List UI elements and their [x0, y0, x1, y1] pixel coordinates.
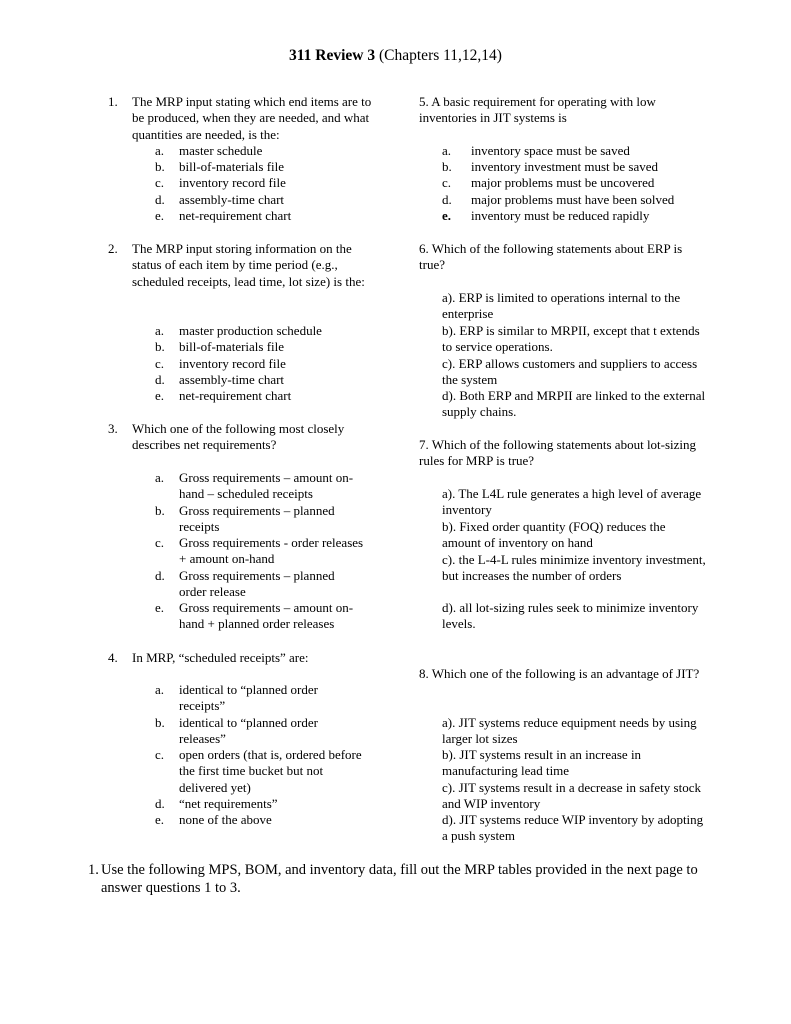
option-letter: e.: [442, 208, 452, 223]
option-letter: e.: [155, 812, 165, 827]
option-letter: a.: [155, 143, 165, 158]
option-text: c). ERP allows customers and suppliers to access the system: [442, 356, 698, 388]
option-letter: b.: [442, 159, 452, 174]
option-letter: b.: [155, 159, 165, 174]
option-text: identical to “planned order receipts”: [179, 682, 318, 714]
instruction-text-body: Use the following MPS, BOM, and inventory data, fill out the MRP tables provided in the next page to answer questions 1 to 3.: [101, 862, 698, 896]
option-text: none of the above: [179, 812, 272, 827]
option-letter: c.: [155, 175, 165, 190]
option-text: Gross requirements – amount on-hand – scheduled receipts: [179, 470, 354, 502]
option-text: d). Both ERP and MRPII are linked to the external supply chains.: [442, 388, 706, 420]
question-number: 3.: [108, 421, 118, 436]
question-text: The MRP input storing information on the status of each item by time period (e.g., scheduled receipts, lead time, lot size) is the:: [132, 241, 365, 289]
option-letter: d.: [442, 192, 452, 207]
option-text: “net requirements”: [179, 796, 278, 811]
option-letter: c.: [155, 356, 165, 371]
option-letter: c.: [155, 747, 165, 762]
option-letter: e.: [155, 208, 165, 223]
option-text: major problems must be uncovered: [471, 175, 655, 190]
option-letter: c.: [442, 175, 452, 190]
question-text-rest: . Which of the following statements about ERP is true?: [419, 241, 683, 273]
option-text: inventory must be reduced rapidly: [471, 208, 650, 223]
instruction-text: [101, 862, 711, 897]
question-number: 2.: [108, 241, 118, 256]
question-text: 7. Which of the following statements about lot-sizing rules for MRP is true?: [419, 437, 697, 469]
option-text: major problems must have been solved: [471, 192, 675, 207]
option-text: Gross requirements - order releases + amount on-hand: [179, 535, 364, 567]
option-letter: d.: [155, 372, 165, 387]
option-letter: a.: [155, 470, 165, 485]
option-letter: e.: [155, 600, 165, 615]
question-text: [419, 241, 709, 274]
option-text: b). JIT systems result in an increase in manufacturing lead time: [442, 747, 642, 779]
option-letter: a.: [155, 323, 165, 338]
question-text: The MRP input stating which end items are to be produced, when they are needed, and what quantities are needed, is the:: [132, 94, 372, 142]
option-letter: d.: [155, 192, 165, 207]
question-text: 8. Which one of the following is an advantage of JIT?: [419, 666, 700, 681]
option-letter: e.: [155, 388, 165, 403]
option-text: assembly-time chart: [179, 192, 285, 207]
question-number: 1.: [108, 94, 118, 109]
option-text: net-requirement chart: [179, 208, 292, 223]
instruction-number: 1.: [88, 862, 99, 878]
option-text: bill-of-materials file: [179, 339, 285, 354]
option-text: inventory investment must be saved: [471, 159, 659, 174]
option-letter: b.: [155, 503, 165, 518]
option-text: d). all lot-sizing rules seek to minimize inventory levels.: [442, 600, 699, 632]
page-title: [0, 47, 791, 65]
option-letter: a.: [155, 682, 165, 697]
option-text: inventory record file: [179, 356, 286, 371]
option-letter: a.: [442, 143, 452, 158]
option-text: assembly-time chart: [179, 372, 285, 387]
option-letter: b.: [155, 339, 165, 354]
option-text: a). JIT systems reduce equipment needs by using larger lot sizes: [442, 715, 697, 747]
option-text: Gross requirements – planned order release: [179, 568, 335, 600]
option-text: b). Fixed order quantity (FOQ) reduces the amount of inventory on hand: [442, 519, 666, 551]
option-text: net-requirement chart: [179, 388, 292, 403]
question-text: In MRP, “scheduled receipts” are:: [132, 650, 309, 665]
question-number: 4.: [108, 650, 118, 665]
question-text: Which one of the following most closely describes net requirements?: [132, 421, 345, 453]
title-bold: 311 Review 3: [289, 47, 376, 64]
option-letter: b.: [155, 715, 165, 730]
option-letter: c.: [155, 535, 165, 550]
title-rest: (Chapters 11,12,14): [375, 47, 502, 64]
option-text: a). ERP is limited to operations internal to the enterprise: [442, 290, 681, 322]
option-text: Gross requirements – planned receipts: [179, 503, 335, 535]
option-text: c). JIT systems result in a decrease in safety stock and WIP inventory: [442, 780, 701, 812]
option-text: inventory record file: [179, 175, 286, 190]
option-text: Gross requirements – amount on-hand + planned order releases: [179, 600, 354, 632]
question-text: 5. A basic requirement for operating with low inventories in JIT systems is: [419, 94, 656, 126]
option-text: bill-of-materials file: [179, 159, 285, 174]
option-text: master production schedule: [179, 323, 322, 338]
option-letter: d.: [155, 796, 165, 811]
option-text: open orders (that is, ordered before the first time bucket but not delivered yet): [179, 747, 362, 795]
question-number: 6: [419, 241, 426, 256]
option-text: d). JIT systems reduce WIP inventory by adopting a push system: [442, 812, 704, 844]
option-text: b). ERP is similar to MRPII, except that t extends to service operations.: [442, 323, 700, 355]
option-text: a). The L4L rule generates a high level of average inventory: [442, 486, 702, 518]
option-text: master schedule: [179, 143, 263, 158]
option-text: c). the L-4-L rules minimize inventory investment, but increases the number of orders: [442, 552, 706, 584]
option-text: identical to “planned order releases”: [179, 715, 318, 747]
option-text: inventory space must be saved: [471, 143, 630, 158]
option-letter: d.: [155, 568, 165, 583]
